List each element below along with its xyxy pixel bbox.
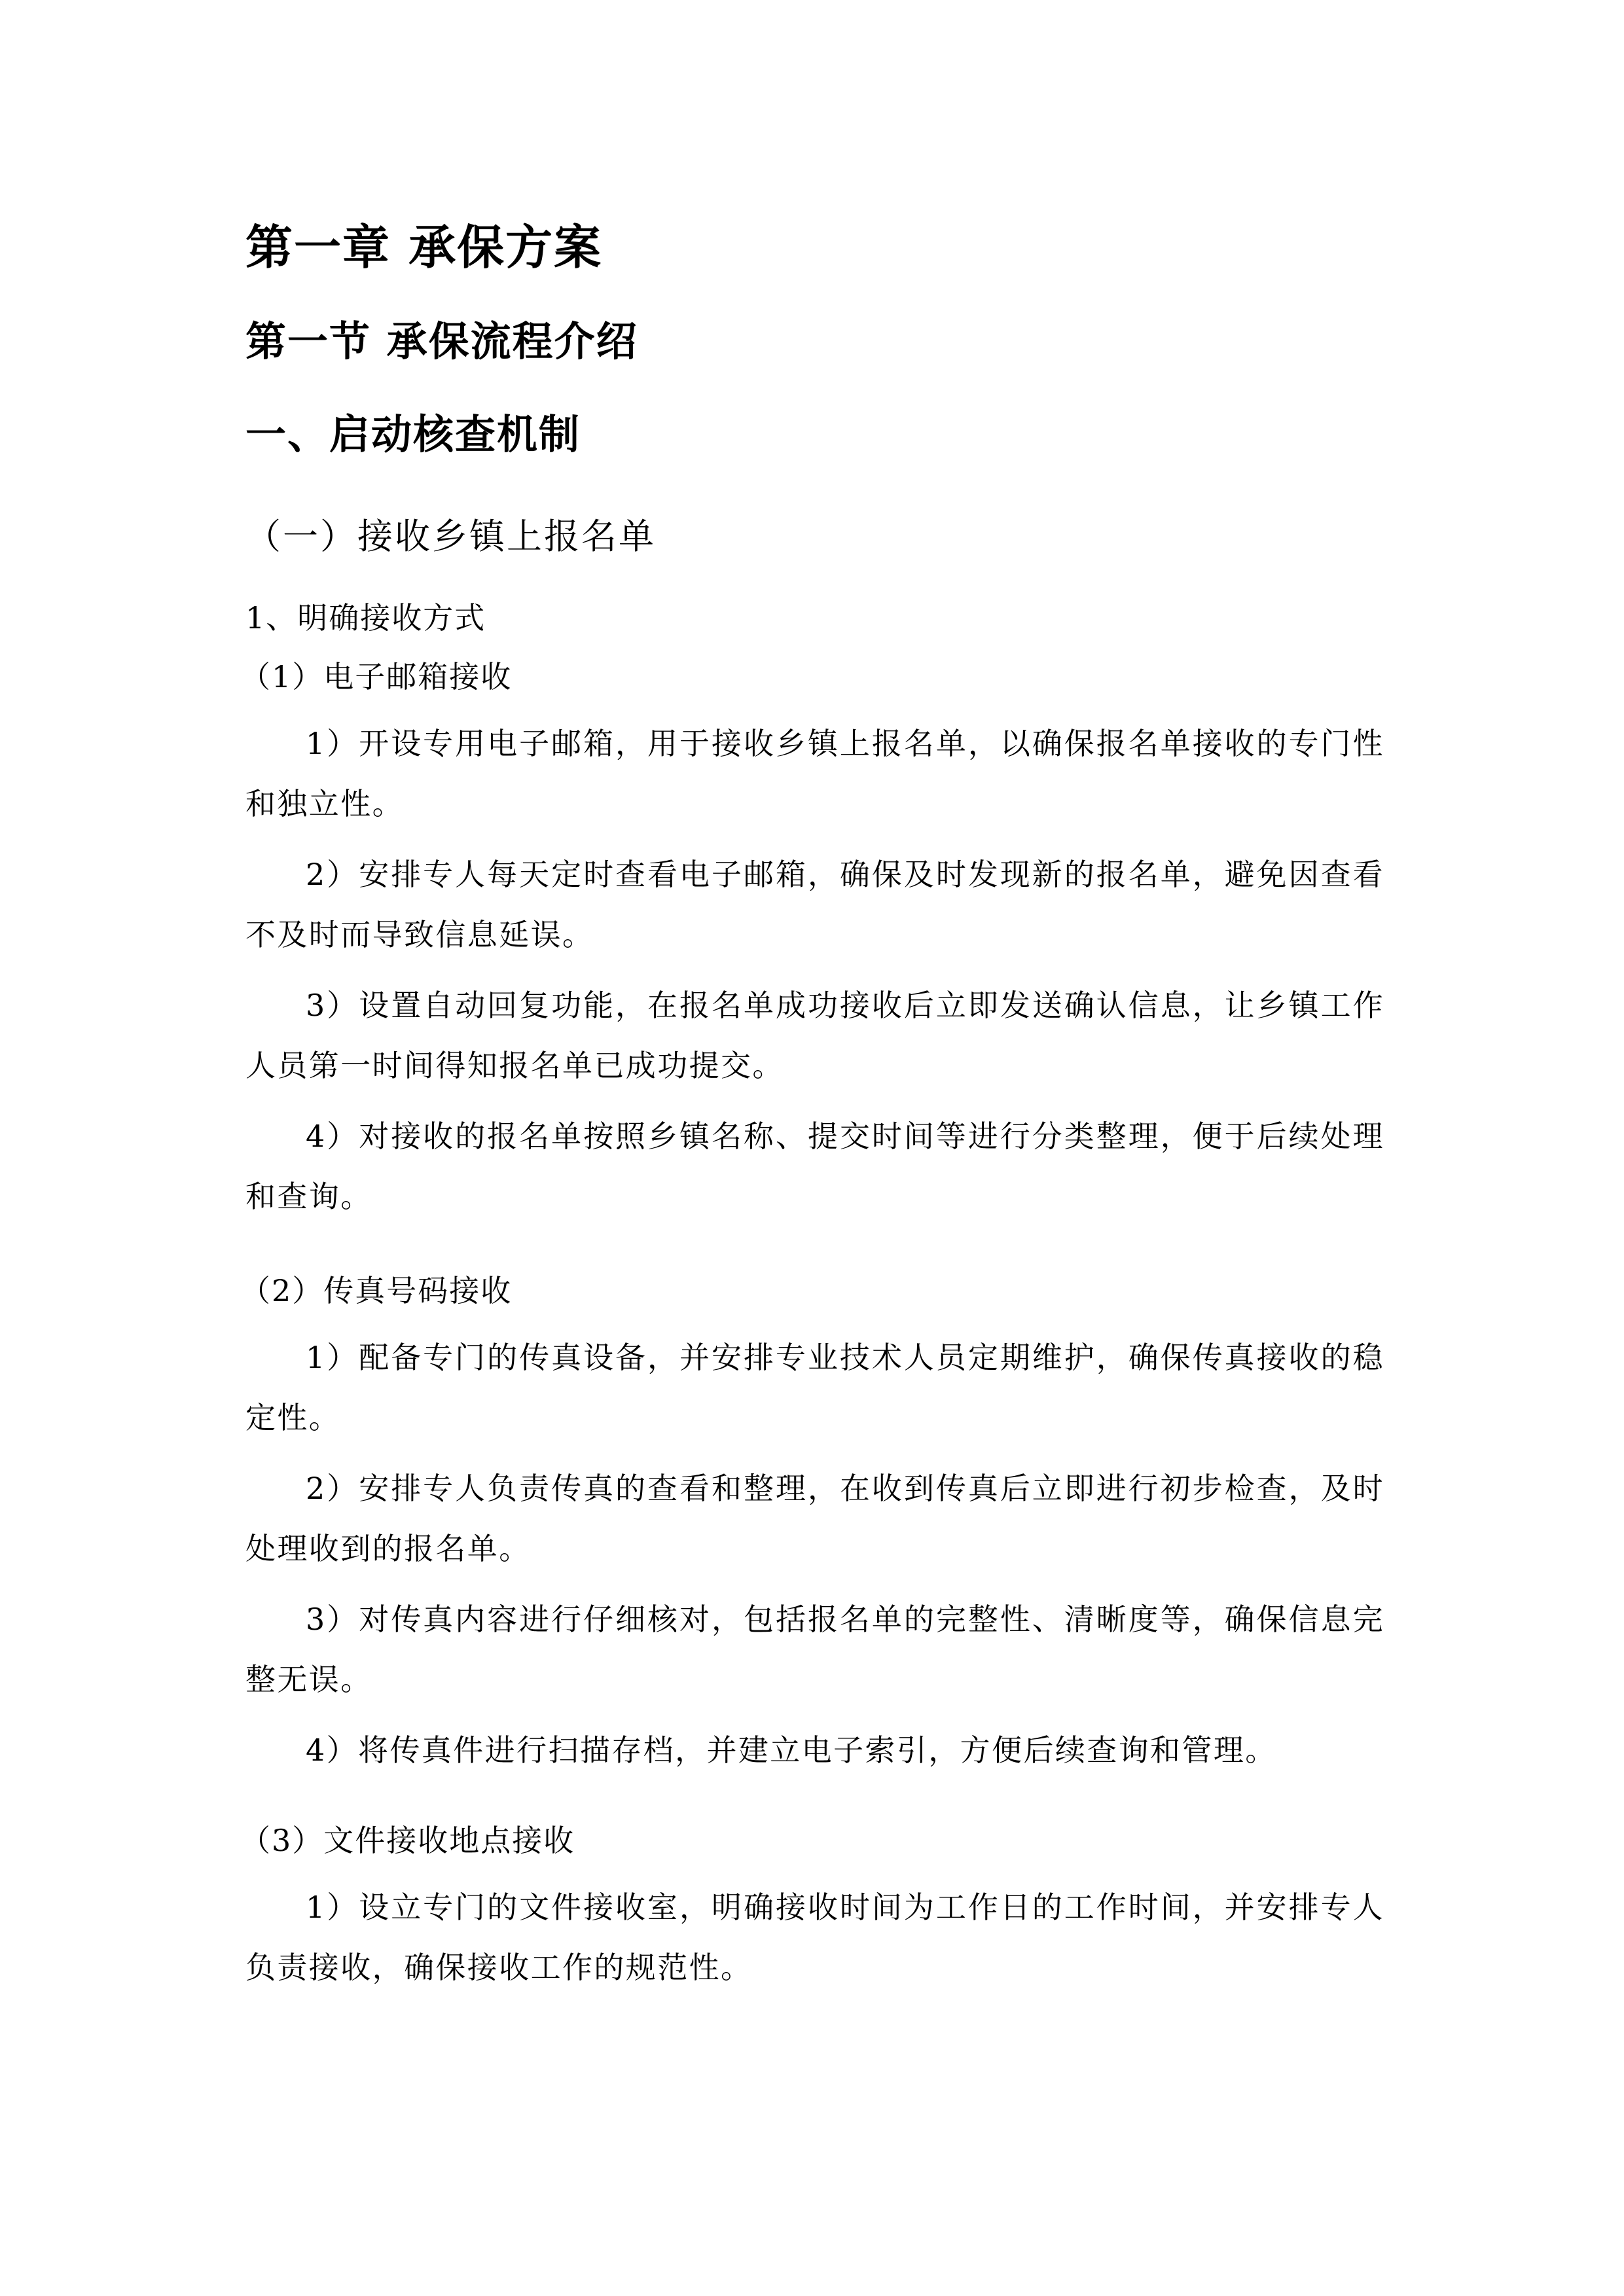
paragraph: 1）配备专门的传真设备，并安排专业技术人员定期维护，确保传真接收的稳定性。 (245, 1340, 1384, 1435)
paragraph: 3）对传真内容进行仔细核对，包括报名单的完整性、清晰度等，确保信息完整无误。 (245, 1602, 1384, 1697)
paragraph: 1）设立专门的文件接收室，明确接收时间为工作日的工作时间，并安排专人负责接收，确保接收工作的规范性。 (245, 1890, 1384, 1985)
paragraph: 2）安排专人每天定时查看电子邮箱，确保及时发现新的报名单，避免因查看不及时而导致信息延误。 (245, 857, 1384, 952)
chapter-heading: 第一章 承保方案 (245, 220, 603, 275)
item-heading: 1、明确接收方式 (245, 600, 486, 636)
part-heading: （一）接收乡镇上报名单 (245, 516, 656, 557)
paragraph: 3）设置自动回复功能，在报名单成功接收后立即发送确认信息，让乡镇工作人员第一时间得知报名单已成功提交。 (245, 988, 1384, 1083)
paragraph: 1）开设专用电子邮箱，用于接收乡镇上报名单，以确保报名单接收的专门性和独立性。 (245, 726, 1384, 821)
method-heading-onsite: （3）文件接收地点接收 (240, 1823, 575, 1858)
method-heading-email: （1）电子邮箱接收 (240, 659, 513, 694)
method-heading-fax: （2）传真号码接收 (240, 1273, 513, 1308)
paragraph: 2）安排专人负责传真的查看和整理，在收到传真后立即进行初步检查，及时处理收到的报名单。 (245, 1471, 1384, 1566)
paragraph: 4）将传真件进行扫描存档，并建立电子索引，方便后续查询和管理。 (306, 1732, 1277, 1768)
subsection-heading: 一、启动核查机制 (245, 410, 581, 458)
section-heading: 第一节 承保流程介绍 (245, 317, 638, 365)
paragraph: 4）对接收的报名单按照乡镇名称、提交时间等进行分类整理，便于后续处理和查询。 (245, 1119, 1384, 1214)
